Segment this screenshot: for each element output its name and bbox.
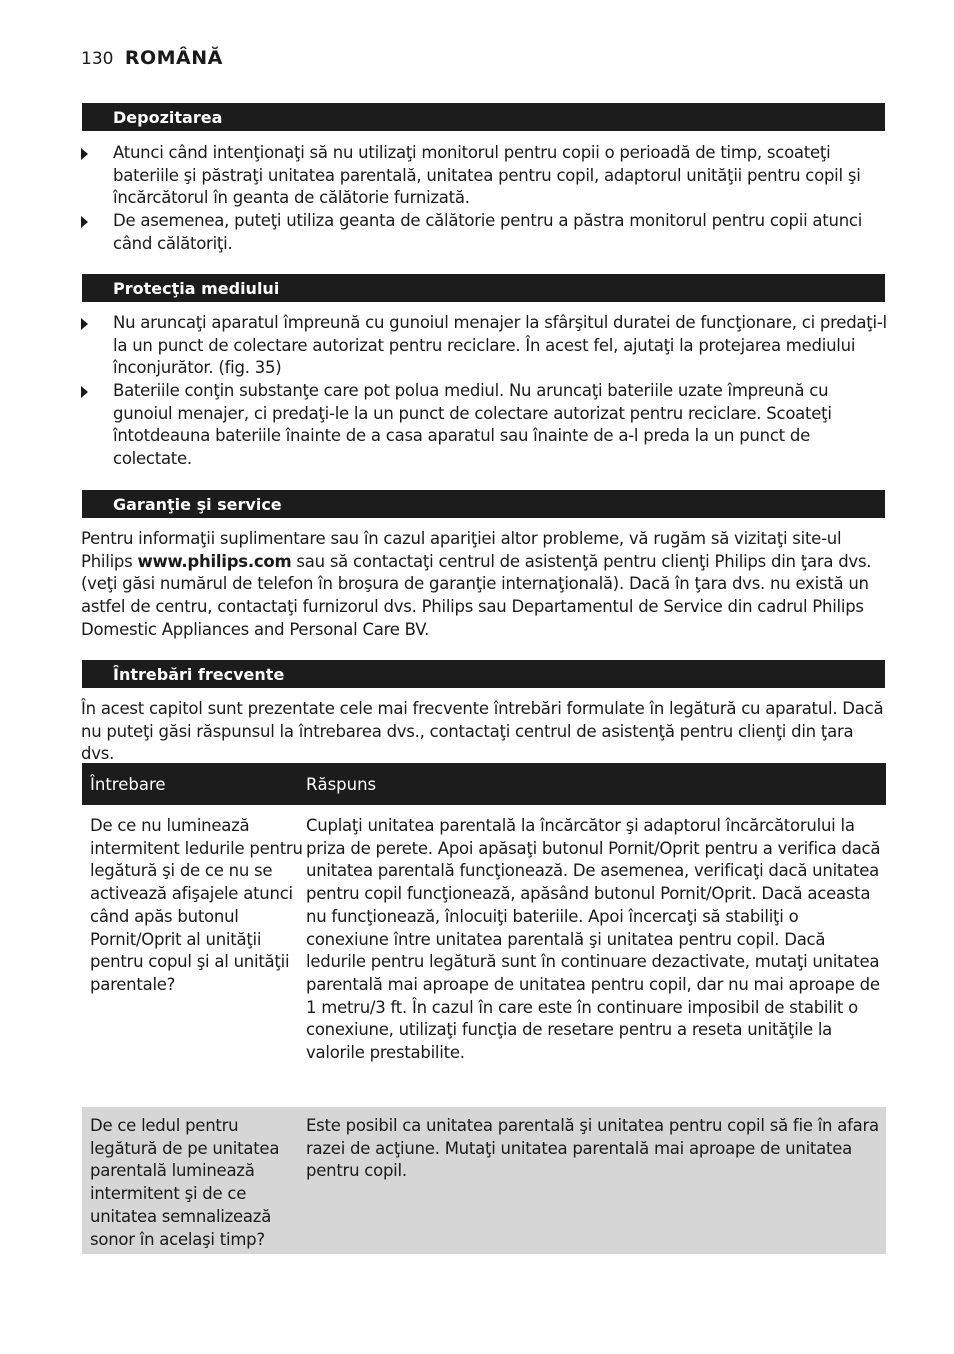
section-heading-storage: Depozitarea	[82, 103, 885, 131]
column-header-question: Întrebare	[90, 774, 166, 794]
list-item	[81, 210, 889, 255]
warranty-text-before: Pentru informaţii suplimentare sau în cazul apariţiei altor probleme, vă rugăm să vizitaţi site-ul Philips	[81, 529, 842, 571]
answer-cell: Cuplaţi unitatea parentală la încărcător şi adaptorul încărcătorului la priza de perete. Apoi apăsaţi butonul Pornit/Oprit pentru a verifica dacă unitatea parentală funcţionează. De asemenea, verificaţi dacă unitatea pentru copil funcţionează, apăsând butonul Pornit/Oprit. Dacă aceasta nu funcţionează, înlocuiţi bateriile. Apoi încercaţi să stabiliţi o conexiune între unitatea parentală şi unitatea pentru copil. Dacă ledurile pentru legătură sunt în continuare dezactivate, mutaţi unitatea parentală mai aproape de unitatea pentru copil, dar nu mai aproape de 1 metru/3 ft. În cazul în care este în continuare imposibil de stabilit o conexiune, utilizaţi funcţia de resetare pentru a reseta unităţile la valorile prestabilite.	[306, 816, 881, 1063]
table-row	[82, 805, 886, 1107]
language-title: ROMÂNĂ	[124, 47, 223, 69]
section-heading-faq: Întrebări frecvente	[82, 660, 885, 688]
bullet-arrow-icon	[81, 148, 88, 160]
bullet-text: Atunci când intenţionaţi să nu utilizaţi monitorul pentru copii o perioadă de timp, scoateţi bateriile şi păstraţi unitatea parentală, unitatea pentru copil, adaptorul unităţii pentru copil şi încărcătorul în geanta de călătorie furnizată.	[113, 143, 861, 208]
warranty-text-after: sau să contactaţi centrul de asistenţă pentru clienţi Philips din ţara dvs. (veţi găsi numărul de telefon în broşura de garanţie internaţională). Dacă în ţara dvs. nu există un astfel de centru, contactaţi furnizorul dvs. Philips sau Departamentul de Service din cadrul Philips Domestic Appliances and Personal Care BV.	[81, 551, 872, 639]
warranty-paragraph	[81, 528, 889, 642]
bullet-arrow-icon	[81, 318, 88, 330]
bullet-arrow-icon	[81, 386, 88, 398]
bullet-text: De asemenea, puteţi utiliza geanta de călătorie pentru a păstra monitorul pentru copii atunci când călătoriţi.	[113, 211, 863, 253]
section-heading-environment: Protecţia mediului	[82, 274, 885, 302]
table-row	[82, 1107, 886, 1254]
question-cell: De ce nu luminează intermitent ledurile pentru legătură şi de ce nu se activează afişajele atunci când apăs butonul Pornit/Oprit al unităţii pentru copul şi al unităţii parentale?	[90, 816, 303, 994]
faq-table	[82, 763, 886, 1254]
question-cell: De ce ledul pentru legătură de pe unitatea parentală luminează intermitent şi de ce unitatea semnalizează sonor în acelaşi timp?	[90, 1116, 280, 1249]
column-header-answer: Răspuns	[306, 774, 377, 794]
list-item	[81, 380, 889, 471]
section-heading-warranty: Garanţie şi service	[82, 490, 885, 518]
page-number: 130	[81, 49, 114, 69]
list-item	[81, 312, 889, 380]
bullet-arrow-icon	[81, 216, 88, 228]
bullet-text: Nu aruncaţi aparatul împreună cu gunoiul menajer la sfârşitul duratei de funcţionare, ci predaţi-l la un punct de colectare autorizat pentru reciclare. În acest fel, ajutaţi la protejarea mediului înconjurător. (fig. 35)	[113, 313, 887, 378]
answer-cell: Este posibil ca unitatea parentală şi unitatea pentru copil să fie în afara razei de acţiune. Mutaţi unitatea parentală mai aproape de unitatea pentru copil.	[306, 1116, 879, 1181]
page-header	[81, 47, 223, 69]
philips-website-link[interactable]: www.philips.com	[137, 551, 292, 571]
faq-table-header	[82, 763, 886, 805]
bullet-text: Bateriile conţin substanţe care pot polua mediul. Nu aruncaţi bateriile uzate împreună cu gunoiul menajer, ci predaţi-le la un punct de colectare autorizat pentru reciclare. Scoateţi întotdeauna bateriile înainte de a casa aparatul sau înainte de a-l preda la un punct de colectate.	[113, 381, 832, 469]
list-item	[81, 142, 889, 210]
faq-intro: În acest capitol sunt prezentate cele mai frecvente întrebări formulate în legătură cu aparatul. Dacă nu puteţi găsi răspunsul la întrebarea dvs., contactaţi centrul de asistenţă pentru clienţi din ţara dvs.	[81, 699, 884, 764]
